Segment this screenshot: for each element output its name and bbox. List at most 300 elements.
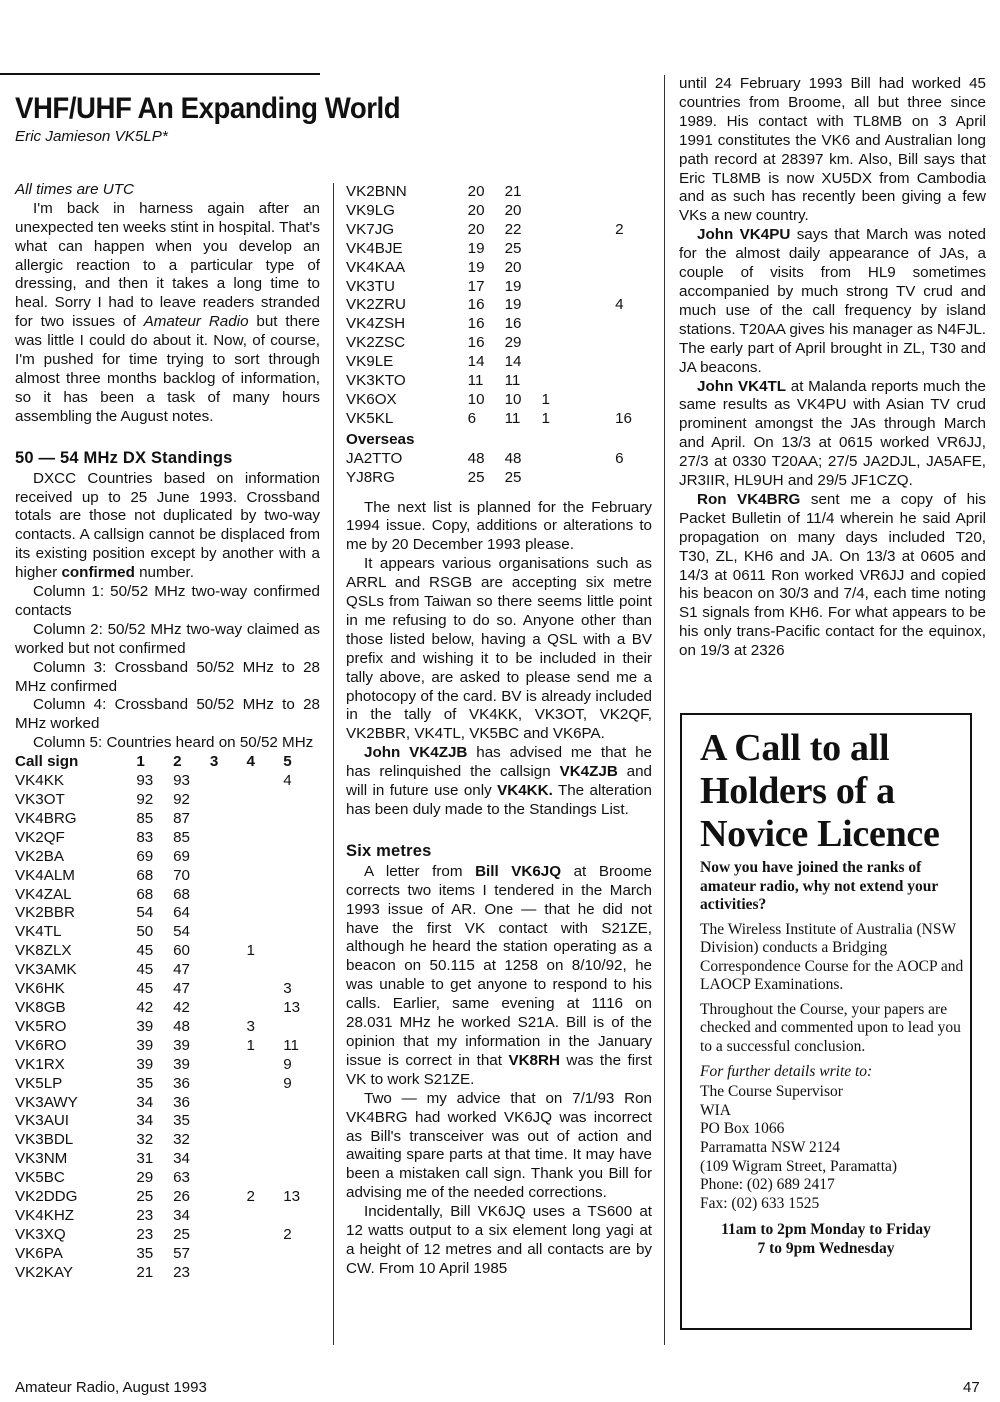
count-cell	[210, 1169, 247, 1188]
count-cell: 48	[173, 1017, 190, 1035]
count-cell: 1	[541, 390, 550, 408]
page-number: 47	[963, 1379, 980, 1396]
count-cell	[210, 1150, 247, 1169]
count-cell: 1	[246, 1036, 255, 1054]
standings-table-overseas	[346, 450, 652, 488]
count-cell	[210, 904, 247, 923]
taiwan-paragraph: It appears various organisations such as ARRL and RSGB are accepting six metre QSLs from Taiwan so there seems little point in me refusing to do so. Anyone other than those listed below, having a QSL with a BV prefix and wishing it to be included in their tally above, are asked to please send me a photocopy of the card. BV is already included in the tally of VK4KK, VK3OT, VK2QF, VK2BBR, VK4TL, VK5BC and VK6PA.	[346, 555, 652, 743]
count-cell	[283, 791, 320, 810]
count-cell	[247, 1056, 284, 1075]
count-cell: 1	[246, 942, 255, 960]
count-cell: 36	[173, 1093, 190, 1111]
header-col-1: 1	[136, 753, 145, 771]
count-cell	[247, 1112, 284, 1131]
vk4pu-paragraph: John VK4PU says that March was noted for the almost daily appearance of JAs, a couple of visits from HL9 sometimes accompanied by much strong TV crud and much use of the call frequency by island stations. T20AA gives his manager as N4FJL. The early part of April brought in ZL, T30 and JA beacons.	[679, 226, 987, 376]
count-cell	[247, 999, 284, 1018]
address-line: Phone: (02) 689 2417	[700, 1176, 835, 1194]
callsign-cell: VK4ZSH	[346, 315, 406, 333]
column-description: Column 3: Crossband 50/52 MHz to 28 MHz confirmed	[15, 658, 320, 695]
address-line: The Course Supervisor	[700, 1083, 843, 1101]
count-cell: 6	[615, 449, 624, 467]
count-cell	[578, 450, 615, 469]
count-cell	[247, 1169, 284, 1188]
table-row	[346, 410, 652, 429]
count-cell: 85	[136, 809, 154, 827]
callsign-cell: VK2ZSC	[346, 334, 406, 352]
count-cell: 39	[136, 1055, 154, 1073]
count-cell: 20	[504, 258, 522, 276]
count-cell: 17	[467, 277, 485, 295]
callsign-cell: VK8GB	[15, 998, 66, 1016]
callsign-cell: VK9LG	[346, 201, 395, 219]
count-cell	[541, 450, 578, 469]
count-cell	[210, 1018, 247, 1037]
count-cell: 25	[173, 1225, 190, 1243]
count-cell	[247, 1131, 284, 1150]
count-cell	[541, 259, 578, 278]
footer-publication: Amateur Radio, August 1993	[15, 1379, 207, 1396]
callsign-cell: VK2BBR	[15, 904, 75, 922]
table-row	[346, 202, 652, 221]
count-cell	[210, 1075, 247, 1094]
callsign-cell: VK7JG	[346, 220, 395, 238]
count-cell	[210, 829, 247, 848]
callsign-cell: VK9LE	[346, 353, 394, 371]
count-cell	[541, 353, 578, 372]
count-cell	[247, 1075, 284, 1094]
table-row	[15, 772, 320, 791]
count-cell	[210, 923, 247, 942]
count-cell	[578, 353, 615, 372]
count-cell: 64	[173, 904, 190, 922]
count-cell: 2	[615, 220, 624, 238]
count-cell	[541, 372, 578, 391]
six-paragraph-1: A letter from Bill VK6JQ at Broome corrects two items I tendered in the March 1993 issue of AR. One — that he did not have the first VK contact with S21ZE, although he heard the station operating as a beacon on 50.115 at 1258 on 8/10/92, he was unable to get anyone to respond to his calls. Earlier, same evening at 1116 on 28.031 MHz he worked S21A. Bill is of the opinion that my information in the January issue is correct in that VK8RH was the first VK to work S21ZE.	[346, 862, 652, 1088]
count-cell: 9	[283, 1055, 292, 1073]
table-row	[346, 353, 652, 372]
six-paragraph-3: Incidentally, Bill VK6JQ uses a TS600 at 12 watts output to a six element long yagi at a height of 12 metres and all contacts are by CW. From 10 April 1985	[346, 1203, 652, 1277]
advert-further: For further details write to:	[700, 1062, 873, 1080]
count-cell: 68	[136, 885, 154, 903]
table-row	[15, 1131, 320, 1150]
count-cell: 16	[467, 334, 485, 352]
count-cell: 42	[136, 998, 154, 1016]
callsign-cell: VK5LP	[15, 1074, 63, 1092]
count-cell	[578, 183, 615, 202]
six-paragraph-4: until 24 February 1993 Bill had worked 45 countries from Broome, all but three since 1989. His contact with TL8MB on 3 April 1991 constitutes the VK6 and Australian long path record at 28397 km. Also, Bill says that Eric TL8MB is now XU5DX from Cambodia and as such has recently been giving a few VKs a new country.	[679, 75, 986, 225]
count-cell	[541, 334, 578, 353]
count-cell	[578, 278, 615, 297]
count-cell	[578, 221, 615, 240]
callsign-cell: VK3TU	[346, 277, 395, 295]
count-cell: 68	[173, 885, 190, 903]
count-cell: 11	[467, 372, 484, 390]
count-cell: 83	[136, 828, 154, 846]
count-cell: 32	[173, 1131, 190, 1149]
count-cell: 19	[504, 296, 522, 314]
callsign-cell: VK6HK	[15, 980, 65, 998]
callsign-cell: VK4TL	[15, 923, 62, 941]
count-cell: 47	[173, 980, 190, 998]
standings-table-part-1	[15, 753, 320, 1282]
count-cell	[578, 296, 615, 315]
count-cell	[247, 923, 284, 942]
count-cell	[615, 202, 652, 221]
count-cell: 34	[136, 1093, 154, 1111]
count-cell: 85	[173, 828, 190, 846]
column-divider	[333, 183, 334, 1345]
count-cell	[283, 829, 320, 848]
article-title: VHF/UHF An Expanding World	[15, 92, 401, 125]
count-cell: 35	[173, 1112, 190, 1130]
table-row	[15, 1188, 320, 1207]
count-cell: 39	[136, 1036, 154, 1054]
vk4brg-paragraph: Ron VK4BRG sent me a copy of his Packet Bulletin of 11/4 wherein he said April propagation on many days included T20, T30, ZL, KH6 and JA. On 13/3 at 0605 and 14/3 at 0611 Ron worked VR6JJ and copied his beacon on 30/3 and 7/4, each time noting S1 signals from KH6. For what appears to be his only trans-Pacific contact for the equinox, on 19/3 at 2326	[679, 490, 986, 660]
count-cell	[210, 867, 247, 886]
count-cell: 23	[173, 1263, 190, 1281]
table-row	[15, 923, 320, 942]
count-cell: 47	[173, 961, 190, 979]
callsign-cell: VK6OX	[346, 390, 397, 408]
count-cell: 16	[467, 315, 485, 333]
table-row	[15, 829, 320, 848]
count-cell	[615, 278, 652, 297]
count-cell	[210, 848, 247, 867]
callsign-cell: VK1RX	[15, 1055, 65, 1073]
callsign-cell: VK2ZRU	[346, 296, 406, 314]
count-cell: 29	[136, 1169, 154, 1187]
count-cell: 63	[173, 1169, 190, 1187]
count-cell: 93	[173, 772, 190, 790]
column-right	[679, 75, 986, 661]
count-cell	[541, 221, 578, 240]
count-cell	[210, 980, 247, 999]
table-row	[346, 372, 652, 391]
standings-heading: 50 — 54 MHz DX Standings	[15, 448, 233, 467]
overseas-label: Overseas	[346, 430, 415, 448]
six-paragraph-2: Two — my advice that on 7/1/93 Ron VK4BRG had worked VK6JQ was incorrect as Bill's transceiver was out of action and awaiting spare parts at that time. It may have been a mistaken call sign. Thank you Bill for advising me of the needed corrections.	[346, 1089, 652, 1202]
count-cell	[210, 1207, 247, 1226]
count-cell	[283, 961, 320, 980]
table-row	[346, 296, 652, 315]
count-cell: 60	[173, 942, 190, 960]
count-cell	[578, 315, 615, 334]
header-col-2: 2	[173, 753, 182, 771]
callsign-cell: VK5RO	[15, 1017, 67, 1035]
count-cell: 19	[467, 239, 485, 257]
count-cell: 70	[173, 866, 190, 884]
count-cell	[210, 961, 247, 980]
count-cell	[210, 886, 247, 905]
callsign-cell: VK4KAA	[346, 258, 406, 276]
table-row	[15, 980, 320, 999]
count-cell	[615, 391, 652, 410]
hours-line: 7 to 9pm Wednesday	[757, 1240, 895, 1257]
header-col-5: 5	[283, 753, 292, 771]
count-cell	[210, 1037, 247, 1056]
count-cell: 19	[467, 258, 485, 276]
count-cell	[615, 372, 652, 391]
count-cell	[247, 848, 284, 867]
count-cell	[210, 772, 247, 791]
count-cell: 25	[467, 468, 485, 486]
column-description: Column 1: 50/52 MHz two-way confirmed contacts	[15, 583, 320, 619]
table-row	[15, 867, 320, 886]
callsign-cell: VK4KHZ	[15, 1206, 75, 1224]
count-cell: 50	[136, 923, 154, 941]
callsign-cell: VK3KTO	[346, 372, 406, 390]
callsign-cell: VK2DDG	[15, 1188, 78, 1206]
count-cell	[247, 1150, 284, 1169]
count-cell: 34	[173, 1150, 190, 1168]
address-line: (109 Wigram Street, Paramatta)	[700, 1157, 898, 1175]
count-cell: 16	[615, 409, 632, 427]
count-cell: 25	[504, 239, 522, 257]
count-cell	[615, 240, 652, 259]
count-cell: 11	[504, 372, 521, 390]
count-cell: 45	[136, 961, 154, 979]
count-cell	[210, 1188, 247, 1207]
table-row	[346, 450, 652, 469]
count-cell	[210, 1094, 247, 1113]
count-cell	[578, 334, 615, 353]
count-cell: 57	[173, 1244, 190, 1262]
address-line: Fax: (02) 633 1525	[700, 1194, 820, 1212]
count-cell	[578, 410, 615, 429]
count-cell	[247, 810, 284, 829]
table-row	[346, 469, 652, 488]
table-row	[15, 1094, 320, 1113]
count-cell	[210, 1056, 247, 1075]
intro-paragraph: I'm back in harness again after an unexpected ten weeks stint in hospital. That's what can happen when you develop an allergic reaction to a particular type of dressing, and then it takes a long time to heal. Sorry I had to leave readers stranded for two issues of Amateur Radio but there was little I could do about it. Now, of course, I'm pushed for time trying to sort through almost three months backlog of information, so it has been a task of many hours assembling the August notes.	[15, 199, 320, 425]
count-cell: 92	[136, 791, 154, 808]
count-cell	[210, 1264, 247, 1283]
callsign-cell: VK4BRG	[15, 809, 77, 827]
count-cell: 21	[504, 183, 522, 200]
count-cell: 39	[173, 1055, 190, 1073]
count-cell	[541, 469, 578, 488]
count-cell: 2	[246, 1188, 255, 1206]
advert-address	[700, 1083, 970, 1213]
address-line: WIA	[700, 1101, 731, 1119]
next-list-paragraph: The next list is planned for the February 1994 issue. Copy, additions or alterations to me by 20 December 1993 please.	[346, 498, 652, 554]
count-cell: 39	[173, 1036, 190, 1054]
count-cell: 25	[504, 468, 522, 486]
count-cell: 92	[173, 791, 190, 808]
count-cell: 10	[504, 390, 522, 408]
count-cell	[283, 1264, 320, 1283]
callsign-cell: VK3XQ	[15, 1225, 66, 1243]
count-cell	[283, 1018, 320, 1037]
count-cell: 4	[283, 772, 292, 790]
count-cell	[283, 1112, 320, 1131]
table-row	[15, 1018, 320, 1037]
advert-body: Throughout the Course, your papers are checked and commented upon to lead you to a successful conclusion.	[700, 1000, 961, 1056]
article-byline: Eric Jamieson VK5LP*	[15, 128, 168, 145]
count-cell: 34	[173, 1206, 190, 1224]
table-row	[15, 999, 320, 1018]
count-cell: 9	[283, 1074, 292, 1092]
count-cell: 2	[283, 1225, 292, 1243]
count-cell	[578, 372, 615, 391]
count-cell: 29	[504, 334, 522, 352]
count-cell	[541, 202, 578, 221]
count-cell: 6	[467, 409, 477, 427]
count-cell: 13	[283, 998, 301, 1016]
vk4zjb-paragraph: John VK4ZJB has advised me that he has relinquished the callsign VK4ZJB and will in future use only VK4KK. The alteration has been duly made to the Standings List.	[346, 744, 653, 818]
count-cell	[247, 904, 284, 923]
callsign-cell: VK6RO	[15, 1036, 67, 1054]
count-cell: 20	[467, 201, 485, 219]
count-cell: 21	[136, 1263, 154, 1281]
standings-intro: DXCC Countries based on information received up to 25 June 1993. Crossband totals are those not duplicated by two-way contacts. A callsign cannot be displaced from its existing position except by another with a higher confirmed number.	[15, 469, 320, 582]
count-cell	[541, 296, 578, 315]
table-row	[15, 1075, 320, 1094]
count-cell	[283, 886, 320, 905]
count-cell	[283, 1245, 320, 1264]
count-cell	[578, 259, 615, 278]
count-cell	[615, 353, 652, 372]
callsign-cell: VK5KL	[346, 409, 394, 427]
table-row	[346, 183, 652, 202]
count-cell	[283, 1169, 320, 1188]
table-row	[15, 1207, 320, 1226]
count-cell: 48	[467, 449, 485, 467]
table-row	[346, 334, 652, 353]
count-cell	[283, 810, 320, 829]
advert-body: The Wireless Institute of Australia (NSW Division) conducts a Bridging Correspondence Course for the AOCP and LAOCP Examinations.	[700, 920, 964, 994]
callsign-cell: VK3AWY	[15, 1093, 78, 1111]
count-cell: 35	[136, 1074, 154, 1092]
count-cell	[210, 999, 247, 1018]
advert-headline: A Call to all Holders of a Novice Licence	[700, 727, 940, 855]
table-row	[15, 904, 320, 923]
count-cell	[541, 240, 578, 259]
count-cell	[283, 1150, 320, 1169]
table-row	[15, 961, 320, 980]
count-cell: 11	[283, 1036, 299, 1054]
count-cell: 20	[467, 220, 485, 238]
count-cell: 87	[173, 809, 190, 827]
table-row	[15, 942, 320, 961]
callsign-cell: VK3OT	[15, 791, 65, 808]
count-cell: 54	[136, 904, 154, 922]
callsign-cell: YJ8RG	[346, 468, 395, 486]
callsign-cell: VK3NM	[15, 1150, 68, 1168]
table-row	[346, 278, 652, 297]
hours-line: 11am to 2pm Monday to Friday	[721, 1221, 931, 1239]
count-cell: 11	[504, 409, 521, 427]
count-cell: 31	[136, 1150, 154, 1168]
callsign-cell: VK2BA	[15, 847, 64, 865]
callsign-cell: VK3BDL	[15, 1131, 74, 1149]
callsign-cell: VK3AMK	[15, 961, 77, 979]
table-row	[15, 848, 320, 867]
address-line: PO Box 1066	[700, 1120, 785, 1138]
callsign-cell: VK2QF	[15, 828, 65, 846]
novice-course-advert	[680, 713, 972, 1330]
count-cell	[247, 772, 284, 791]
table-row	[15, 1056, 320, 1075]
callsign-cell: VK2BNN	[346, 183, 407, 200]
count-cell	[210, 791, 247, 810]
table-row	[15, 810, 320, 829]
count-cell	[210, 1131, 247, 1150]
count-cell: 93	[136, 772, 154, 790]
count-cell	[210, 1226, 247, 1245]
callsign-cell: VK5BC	[15, 1169, 65, 1187]
standings-table-part-2	[346, 183, 652, 429]
count-cell	[615, 334, 652, 353]
count-cell: 48	[504, 449, 522, 467]
count-cell	[247, 980, 284, 999]
table-header-row	[15, 753, 320, 772]
count-cell	[247, 829, 284, 848]
count-cell: 16	[504, 315, 522, 333]
count-cell: 14	[467, 353, 485, 371]
table-row	[15, 791, 320, 810]
count-cell: 3	[283, 980, 292, 998]
advert-lead: Now you have joined the ranks of amateur radio, why not extend your activities?	[700, 859, 938, 913]
count-cell: 10	[467, 390, 485, 408]
count-cell: 45	[136, 942, 154, 960]
count-cell	[283, 1094, 320, 1113]
count-cell	[541, 315, 578, 334]
count-cell	[210, 1245, 247, 1264]
count-cell: 22	[504, 220, 522, 238]
table-row	[15, 1150, 320, 1169]
count-cell: 19	[504, 277, 522, 295]
callsign-cell: VK6PA	[15, 1244, 63, 1262]
count-cell	[578, 469, 615, 488]
count-cell	[283, 867, 320, 886]
count-cell: 26	[173, 1188, 190, 1206]
address-line: Parramatta NSW 2124	[700, 1139, 841, 1157]
count-cell: 20	[504, 201, 522, 219]
table-row	[15, 1245, 320, 1264]
count-cell	[283, 1207, 320, 1226]
advert-hours	[700, 1221, 970, 1258]
header-col-4: 4	[246, 753, 255, 771]
count-cell: 36	[173, 1074, 190, 1092]
count-cell	[578, 240, 615, 259]
column-middle	[346, 183, 652, 1279]
header-callsign: Call sign	[15, 753, 79, 771]
count-cell	[283, 848, 320, 867]
count-cell	[283, 923, 320, 942]
column-description: Column 2: 50/52 MHz two-way claimed as worked but not confirmed	[15, 620, 320, 657]
count-cell: 14	[504, 353, 522, 371]
count-cell: 45	[136, 980, 154, 998]
count-cell: 42	[173, 998, 190, 1016]
count-cell: 23	[136, 1225, 154, 1243]
count-cell	[541, 278, 578, 297]
table-row	[346, 240, 652, 259]
count-cell: 32	[136, 1131, 154, 1149]
count-cell	[210, 942, 247, 961]
count-cell	[578, 391, 615, 410]
count-cell	[283, 1131, 320, 1150]
count-cell	[210, 1112, 247, 1131]
count-cell: 25	[136, 1188, 154, 1206]
table-row	[15, 1112, 320, 1131]
count-cell	[283, 904, 320, 923]
count-cell: 69	[136, 847, 154, 865]
table-row	[346, 259, 652, 278]
count-cell	[247, 1226, 284, 1245]
count-cell	[615, 315, 652, 334]
count-cell	[247, 1264, 284, 1283]
